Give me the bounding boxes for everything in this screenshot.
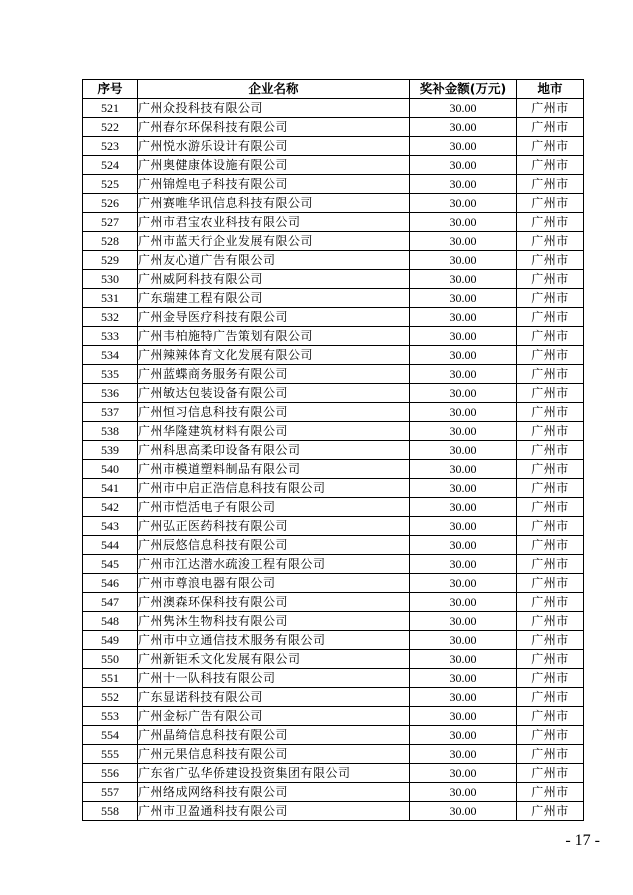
header-company-name: 企业名称 (138, 80, 410, 99)
row-city: 广州市 (517, 384, 584, 403)
row-company-name: 广州市卫盈通科技有限公司 (138, 802, 410, 821)
row-serial-number: 552 (83, 688, 138, 707)
table-row (83, 460, 584, 479)
table-row (83, 251, 584, 270)
row-award-amount: 30.00 (410, 574, 517, 593)
row-serial-number: 534 (83, 346, 138, 365)
row-company-name: 广州悦水游乐设计有限公司 (138, 137, 410, 156)
table-row (83, 118, 584, 137)
row-company-name: 广州敏达包装设备有限公司 (138, 384, 410, 403)
row-city: 广州市 (517, 707, 584, 726)
table-row (83, 707, 584, 726)
table-row (83, 270, 584, 289)
row-serial-number: 527 (83, 213, 138, 232)
row-award-amount: 30.00 (410, 460, 517, 479)
row-company-name: 广州蓝蝶商务服务有限公司 (138, 365, 410, 384)
row-serial-number: 522 (83, 118, 138, 137)
row-city: 广州市 (517, 764, 584, 783)
table-row (83, 612, 584, 631)
table-row (83, 764, 584, 783)
table-row (83, 137, 584, 156)
table-row (83, 650, 584, 669)
table-row (83, 213, 584, 232)
row-serial-number: 558 (83, 802, 138, 821)
row-city: 广州市 (517, 327, 584, 346)
row-serial-number: 536 (83, 384, 138, 403)
row-city: 广州市 (517, 802, 584, 821)
row-award-amount: 30.00 (410, 517, 517, 536)
award-table (82, 79, 584, 821)
row-award-amount: 30.00 (410, 365, 517, 384)
row-company-name: 广州科思高柔印设备有限公司 (138, 441, 410, 460)
row-company-name: 广州晶绮信息科技有限公司 (138, 726, 410, 745)
row-serial-number: 540 (83, 460, 138, 479)
row-serial-number: 523 (83, 137, 138, 156)
table-row (83, 99, 584, 118)
row-award-amount: 30.00 (410, 403, 517, 422)
row-company-name: 广州市中立通信技术服务有限公司 (138, 631, 410, 650)
row-serial-number: 528 (83, 232, 138, 251)
table-row (83, 574, 584, 593)
row-city: 广州市 (517, 574, 584, 593)
table-row (83, 441, 584, 460)
table-row (83, 498, 584, 517)
row-serial-number: 530 (83, 270, 138, 289)
row-company-name: 广州金标广告有限公司 (138, 707, 410, 726)
row-award-amount: 30.00 (410, 802, 517, 821)
table-row (83, 593, 584, 612)
row-company-name: 广州市君宝农业科技有限公司 (138, 213, 410, 232)
table-row (83, 384, 584, 403)
table-row (83, 232, 584, 251)
row-award-amount: 30.00 (410, 137, 517, 156)
row-city: 广州市 (517, 308, 584, 327)
table-row (83, 194, 584, 213)
table-row (83, 422, 584, 441)
row-company-name: 广州市江达潜水疏浚工程有限公司 (138, 555, 410, 574)
row-city: 广州市 (517, 555, 584, 574)
row-award-amount: 30.00 (410, 175, 517, 194)
row-award-amount: 30.00 (410, 498, 517, 517)
row-company-name: 广州市尊浪电器有限公司 (138, 574, 410, 593)
row-serial-number: 545 (83, 555, 138, 574)
row-serial-number: 538 (83, 422, 138, 441)
row-company-name: 广东显诺科技有限公司 (138, 688, 410, 707)
table-row (83, 308, 584, 327)
row-company-name: 广州众投科技有限公司 (138, 99, 410, 118)
row-award-amount: 30.00 (410, 707, 517, 726)
row-company-name: 广东省广弘华侨建设投资集团有限公司 (138, 764, 410, 783)
row-company-name: 广州韦柏施特广告策划有限公司 (138, 327, 410, 346)
row-city: 广州市 (517, 593, 584, 612)
header-serial-number: 序号 (83, 80, 138, 99)
row-award-amount: 30.00 (410, 631, 517, 650)
row-award-amount: 30.00 (410, 327, 517, 346)
row-award-amount: 30.00 (410, 289, 517, 308)
row-city: 广州市 (517, 99, 584, 118)
row-serial-number: 532 (83, 308, 138, 327)
row-award-amount: 30.00 (410, 384, 517, 403)
row-city: 广州市 (517, 232, 584, 251)
row-serial-number: 529 (83, 251, 138, 270)
table-row (83, 631, 584, 650)
row-city: 广州市 (517, 650, 584, 669)
row-city: 广州市 (517, 289, 584, 308)
row-serial-number: 531 (83, 289, 138, 308)
row-company-name: 广州赛唯华讯信息科技有限公司 (138, 194, 410, 213)
row-award-amount: 30.00 (410, 213, 517, 232)
row-serial-number: 556 (83, 764, 138, 783)
row-city: 广州市 (517, 460, 584, 479)
row-serial-number: 541 (83, 479, 138, 498)
table-row (83, 745, 584, 764)
table-row (83, 479, 584, 498)
row-city: 广州市 (517, 726, 584, 745)
row-company-name: 广州弘正医药科技有限公司 (138, 517, 410, 536)
row-serial-number: 547 (83, 593, 138, 612)
row-company-name: 广州市蓝天行企业发展有限公司 (138, 232, 410, 251)
table-row (83, 365, 584, 384)
row-award-amount: 30.00 (410, 346, 517, 365)
table-header-row (83, 80, 584, 99)
row-city: 广州市 (517, 612, 584, 631)
row-award-amount: 30.00 (410, 270, 517, 289)
page-number: - 17 - (565, 832, 600, 849)
row-award-amount: 30.00 (410, 156, 517, 175)
row-city: 广州市 (517, 745, 584, 764)
row-award-amount: 30.00 (410, 99, 517, 118)
row-city: 广州市 (517, 270, 584, 289)
row-serial-number: 537 (83, 403, 138, 422)
table-row (83, 555, 584, 574)
table-row (83, 669, 584, 688)
header-city: 地市 (517, 80, 584, 99)
row-award-amount: 30.00 (410, 669, 517, 688)
table-row (83, 802, 584, 821)
row-company-name: 广州金导医疗科技有限公司 (138, 308, 410, 327)
row-city: 广州市 (517, 441, 584, 460)
table-row (83, 175, 584, 194)
row-city: 广州市 (517, 669, 584, 688)
row-serial-number: 542 (83, 498, 138, 517)
row-company-name: 广州友心道广告有限公司 (138, 251, 410, 270)
row-company-name: 广州元果信息科技有限公司 (138, 745, 410, 764)
row-award-amount: 30.00 (410, 479, 517, 498)
row-city: 广州市 (517, 479, 584, 498)
table-row (83, 517, 584, 536)
row-award-amount: 30.00 (410, 232, 517, 251)
row-company-name: 广州十一队科技有限公司 (138, 669, 410, 688)
row-serial-number: 525 (83, 175, 138, 194)
table-row (83, 726, 584, 745)
row-city: 广州市 (517, 118, 584, 137)
row-city: 广州市 (517, 688, 584, 707)
row-award-amount: 30.00 (410, 764, 517, 783)
row-award-amount: 30.00 (410, 783, 517, 802)
row-award-amount: 30.00 (410, 422, 517, 441)
row-company-name: 广州澳森环保科技有限公司 (138, 593, 410, 612)
row-serial-number: 539 (83, 441, 138, 460)
row-serial-number: 553 (83, 707, 138, 726)
row-serial-number: 555 (83, 745, 138, 764)
row-award-amount: 30.00 (410, 194, 517, 213)
row-award-amount: 30.00 (410, 536, 517, 555)
row-company-name: 广州隽沐生物科技有限公司 (138, 612, 410, 631)
row-company-name: 广州春尔环保科技有限公司 (138, 118, 410, 137)
table-body (83, 99, 584, 821)
row-award-amount: 30.00 (410, 593, 517, 612)
row-award-amount: 30.00 (410, 251, 517, 270)
row-company-name: 广州新钜禾文化发展有限公司 (138, 650, 410, 669)
row-company-name: 广州辣辣体育文化发展有限公司 (138, 346, 410, 365)
table-row (83, 403, 584, 422)
row-serial-number: 550 (83, 650, 138, 669)
row-serial-number: 524 (83, 156, 138, 175)
row-company-name: 广州络成网络科技有限公司 (138, 783, 410, 802)
row-company-name: 广州市模道塑料制品有限公司 (138, 460, 410, 479)
header-award-amount: 奖补金额(万元) (410, 80, 517, 99)
table-row (83, 346, 584, 365)
table-row (83, 289, 584, 308)
row-award-amount: 30.00 (410, 308, 517, 327)
row-serial-number: 554 (83, 726, 138, 745)
row-company-name: 广州威阿科技有限公司 (138, 270, 410, 289)
row-city: 广州市 (517, 517, 584, 536)
row-city: 广州市 (517, 783, 584, 802)
row-award-amount: 30.00 (410, 688, 517, 707)
row-serial-number: 557 (83, 783, 138, 802)
row-company-name: 广州恒习信息科技有限公司 (138, 403, 410, 422)
row-serial-number: 533 (83, 327, 138, 346)
row-award-amount: 30.00 (410, 650, 517, 669)
row-city: 广州市 (517, 498, 584, 517)
table-row (83, 688, 584, 707)
row-company-name: 广州市恺活电子有限公司 (138, 498, 410, 517)
row-award-amount: 30.00 (410, 726, 517, 745)
row-city: 广州市 (517, 422, 584, 441)
row-award-amount: 30.00 (410, 118, 517, 137)
row-company-name: 广州华隆建筑材料有限公司 (138, 422, 410, 441)
row-city: 广州市 (517, 346, 584, 365)
row-city: 广州市 (517, 631, 584, 650)
row-award-amount: 30.00 (410, 745, 517, 764)
row-serial-number: 535 (83, 365, 138, 384)
table-row (83, 327, 584, 346)
row-company-name: 广东瑞建工程有限公司 (138, 289, 410, 308)
row-city: 广州市 (517, 137, 584, 156)
row-serial-number: 548 (83, 612, 138, 631)
row-serial-number: 521 (83, 99, 138, 118)
row-award-amount: 30.00 (410, 555, 517, 574)
row-serial-number: 546 (83, 574, 138, 593)
table-row (83, 536, 584, 555)
row-company-name: 广州市中启正浩信息科技有限公司 (138, 479, 410, 498)
row-serial-number: 543 (83, 517, 138, 536)
row-company-name: 广州辰悠信息科技有限公司 (138, 536, 410, 555)
row-serial-number: 526 (83, 194, 138, 213)
table-row (83, 156, 584, 175)
row-serial-number: 549 (83, 631, 138, 650)
row-city: 广州市 (517, 536, 584, 555)
row-award-amount: 30.00 (410, 612, 517, 631)
row-city: 广州市 (517, 365, 584, 384)
row-company-name: 广州奥健康体设施有限公司 (138, 156, 410, 175)
row-company-name: 广州锦煌电子科技有限公司 (138, 175, 410, 194)
row-city: 广州市 (517, 175, 584, 194)
row-city: 广州市 (517, 213, 584, 232)
row-city: 广州市 (517, 194, 584, 213)
row-city: 广州市 (517, 251, 584, 270)
row-serial-number: 544 (83, 536, 138, 555)
table-row (83, 783, 584, 802)
row-serial-number: 551 (83, 669, 138, 688)
row-city: 广州市 (517, 156, 584, 175)
row-city: 广州市 (517, 403, 584, 422)
row-award-amount: 30.00 (410, 441, 517, 460)
